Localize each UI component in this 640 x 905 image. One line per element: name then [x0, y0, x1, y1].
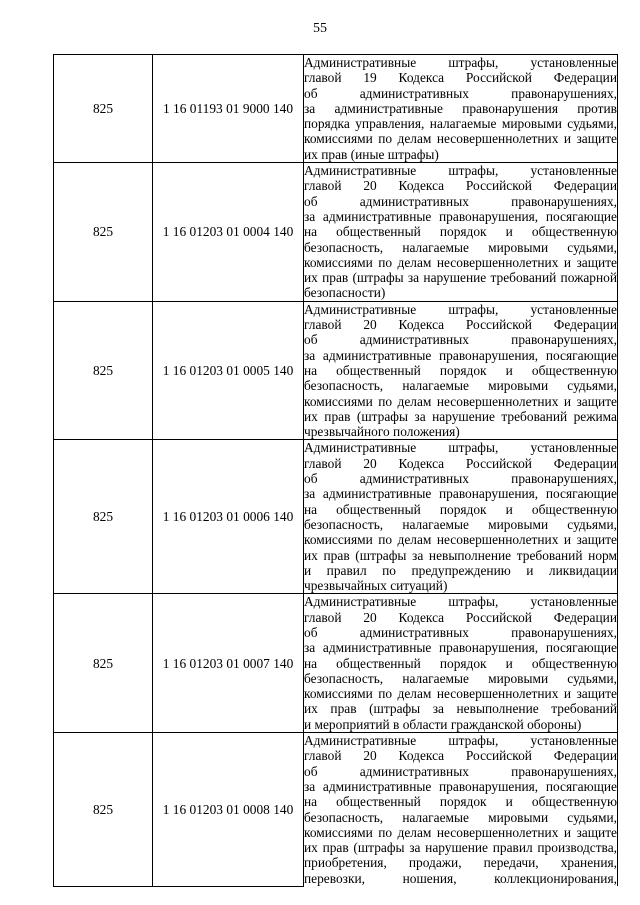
- budget-classification-table: [53, 54, 618, 887]
- description-line: комиссиями по делам несовершеннолетних и защите: [304, 532, 617, 548]
- description-line: безопасность, налагаемые мировыми судьями,: [304, 378, 617, 394]
- description-line: главой 20 Кодекса Российской Федерации: [304, 609, 617, 625]
- description-cell: [304, 594, 618, 733]
- table-row: [54, 163, 618, 302]
- description-line: за административные правонарушения, посягающие: [304, 640, 617, 656]
- table-body: [54, 55, 618, 887]
- description-line: безопасность, налагаемые мировыми судьями,: [304, 809, 617, 825]
- description-line: на общественный порядок и общественную: [304, 362, 617, 378]
- description-line: комиссиями по делам несовершеннолетних и защите: [304, 393, 617, 409]
- kbk-code-cell: 1 16 01203 01 0006 140: [153, 440, 304, 594]
- kbk-code-cell: 1 16 01203 01 0004 140: [153, 163, 304, 302]
- description-line: комиссиями по делам несовершеннолетних и защите: [304, 824, 617, 840]
- description-line: на общественный порядок и общественную: [304, 501, 617, 517]
- description-line: Административные штрафы, установленные: [304, 594, 617, 610]
- description-line: об административных правонарушениях,: [304, 624, 617, 640]
- description-line: главой 20 Кодекса Российской Федерации: [304, 748, 617, 764]
- table-row: [54, 301, 618, 440]
- description-cell: [304, 301, 618, 440]
- description-line: об административных правонарушениях,: [304, 471, 617, 487]
- description-line: главой 20 Кодекса Российской Федерации: [304, 178, 617, 194]
- description-line: их прав (штрафы за нарушение требований пожарной: [304, 270, 617, 286]
- admin-code-cell: 825: [54, 55, 153, 163]
- kbk-code-cell: 1 16 01193 01 9000 140: [153, 55, 304, 163]
- table-row: [54, 440, 618, 594]
- description-line: их прав (штрафы за нарушение правил производства,: [304, 840, 617, 856]
- description-line: за административные правонарушения, посягающие: [304, 347, 617, 363]
- description-cell: [304, 55, 618, 163]
- page-number: 55: [313, 21, 327, 36]
- description-line: Административные штрафы, установленные: [304, 55, 617, 70]
- description-line: за административные правонарушения, посягающие: [304, 778, 617, 794]
- description-line: Административные штрафы, установленные: [304, 440, 617, 456]
- description-line: за административные правонарушения, посягающие: [304, 208, 617, 224]
- description-line: чрезвычайного положения): [304, 424, 460, 440]
- description-line: Административные штрафы, установленные: [304, 733, 617, 749]
- kbk-code-cell: 1 16 01203 01 0008 140: [153, 733, 304, 886]
- description-line: Административные штрафы, установленные: [304, 163, 617, 179]
- description-line: Административные штрафы, установленные: [304, 301, 617, 317]
- description-line: перевозки, ношения, коллекционирования,: [304, 870, 617, 886]
- description-line: их прав (иные штрафы): [304, 146, 439, 162]
- description-cell: [304, 733, 618, 886]
- description-line: их прав (штрафы за невыполнение требований норм: [304, 547, 617, 563]
- description-line: и правил по предупреждению и ликвидации: [304, 562, 617, 578]
- admin-code-cell: 825: [54, 301, 153, 440]
- description-line: комиссиями по делам несовершеннолетних и защите: [304, 131, 617, 147]
- description-line: безопасность, налагаемые мировыми судьями,: [304, 670, 617, 686]
- table-row: [54, 55, 618, 163]
- description-line: за административные правонарушения против: [304, 100, 617, 116]
- admin-code-cell: 825: [54, 594, 153, 733]
- description-line: безопасность, налагаемые мировыми судьями,: [304, 516, 617, 532]
- description-line: порядка управления, налагаемые мировыми судьями,: [304, 116, 617, 132]
- table-row: [54, 594, 618, 733]
- kbk-code-cell: 1 16 01203 01 0007 140: [153, 594, 304, 733]
- description-line: главой 20 Кодекса Российской Федерации: [304, 317, 617, 333]
- description-line: об административных правонарушениях,: [304, 85, 617, 101]
- table-row: [54, 733, 618, 886]
- description-line: безопасности): [304, 285, 386, 301]
- description-line: главой 20 Кодекса Российской Федерации: [304, 455, 617, 471]
- description-cell: [304, 440, 618, 594]
- admin-code-cell: 825: [54, 440, 153, 594]
- admin-code-cell: 825: [54, 733, 153, 886]
- description-line: их прав (штрафы за нарушение требований режима: [304, 408, 617, 424]
- kbk-code-cell: 1 16 01203 01 0005 140: [153, 301, 304, 440]
- description-line: приобретения, продажи, передачи, хранения,: [304, 855, 617, 871]
- description-line: безопасность, налагаемые мировыми судьями,: [304, 239, 617, 255]
- description-line: на общественный порядок и общественную: [304, 655, 617, 671]
- description-line: их прав (штрафы за невыполнение требований: [304, 701, 617, 717]
- description-line: на общественный порядок и общественную: [304, 794, 617, 810]
- description-line: комиссиями по делам несовершеннолетних и защите: [304, 254, 617, 270]
- description-line: на общественный порядок и общественную: [304, 224, 617, 240]
- description-line: и мероприятий в области гражданской обороны): [304, 716, 582, 732]
- description-line: главой 19 Кодекса Российской Федерации: [304, 70, 617, 86]
- description-line: чрезвычайных ситуаций): [304, 578, 448, 594]
- description-cell: [304, 163, 618, 302]
- description-line: об административных правонарушениях,: [304, 332, 617, 348]
- description-line: комиссиями по делам несовершеннолетних и защите: [304, 686, 617, 702]
- description-line: об административных правонарушениях,: [304, 193, 617, 209]
- admin-code-cell: 825: [54, 163, 153, 302]
- description-line: об административных правонарушениях,: [304, 763, 617, 779]
- description-line: за административные правонарушения, посягающие: [304, 486, 617, 502]
